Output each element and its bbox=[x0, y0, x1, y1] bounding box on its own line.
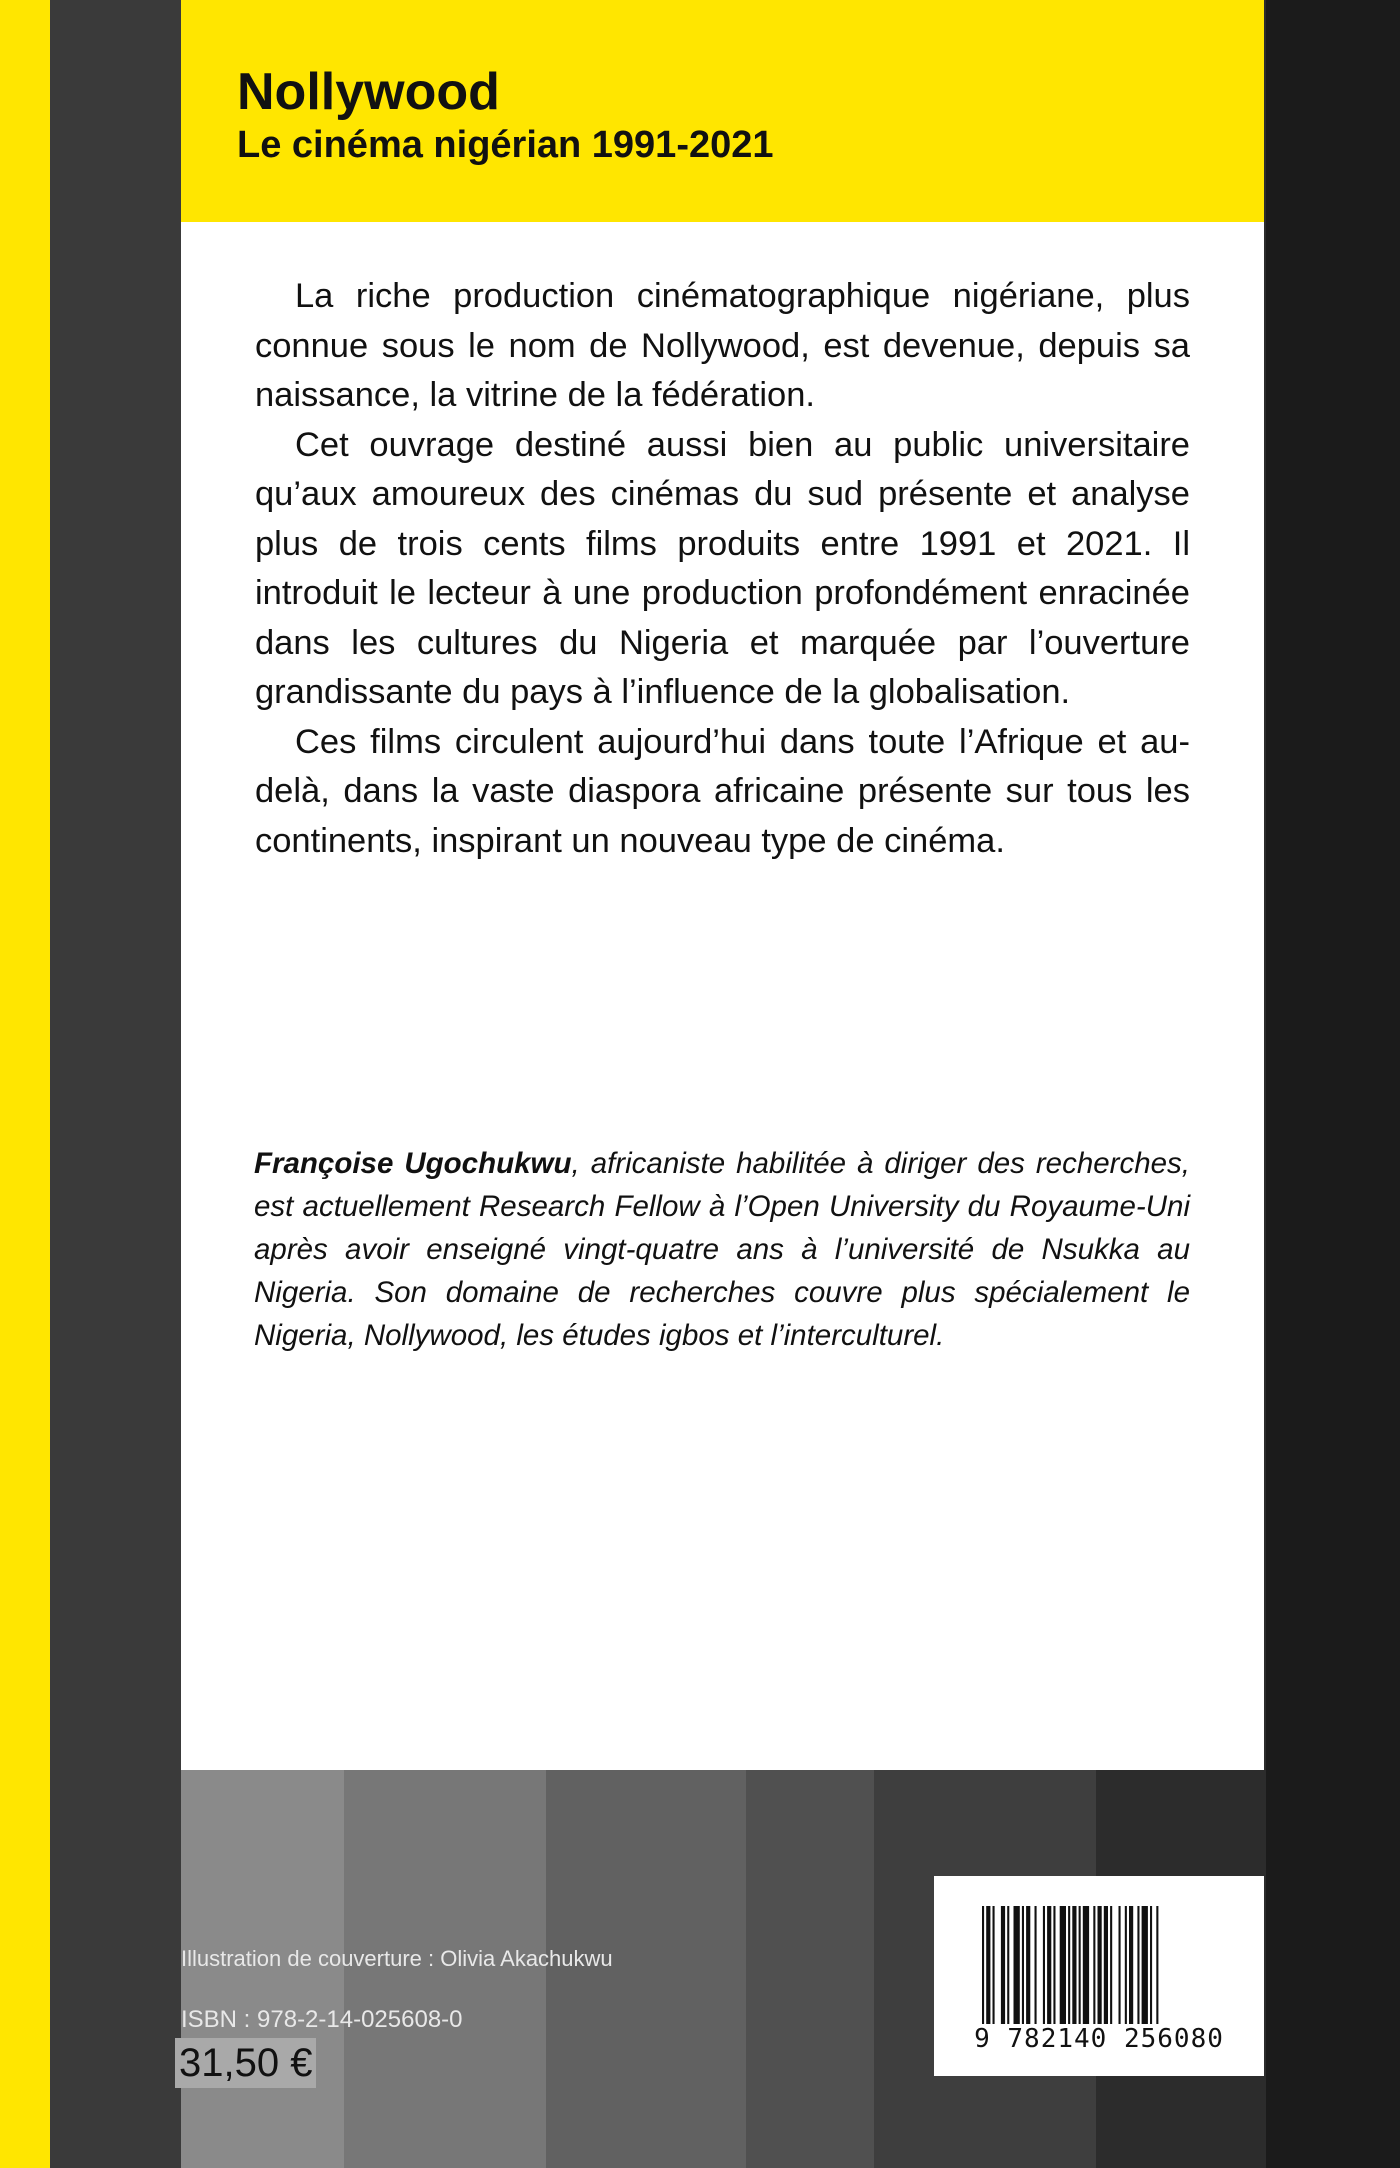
barcode bbox=[934, 1876, 1264, 2076]
yellow-edge-strip bbox=[0, 0, 50, 2168]
description-paragraph: Ces films circulent aujourd’hui dans toute l’Afrique et au-delà, dans la vaste diaspora africaine présente sur tous les continents, inspirant un nouveau type de cinéma. bbox=[255, 722, 1190, 860]
barcode-number: 9 782140 256080 bbox=[974, 2024, 1224, 2054]
description-paragraph: Cet ouvrage destiné aussi bien au public universitaire qu’aux amoureux des cinémas du sud présente et analyse plus de trois cents films produits entre 1991 et 2021. Il introduit le lecteur à une production profondément enracinée dans les cultures du Nigeria et marquée par l’ouverture grandissante du pays à l’influence de la globalisation. bbox=[255, 425, 1190, 711]
author-name: Françoise Ugochukwu bbox=[254, 1147, 572, 1180]
content-panel bbox=[181, 222, 1264, 1770]
description bbox=[255, 272, 1190, 866]
isbn: ISBN : 978-2-14-025608-0 bbox=[181, 2006, 463, 2033]
background-band-1 bbox=[50, 0, 181, 2168]
illustration-credit: Illustration de couverture : Olivia Akachukwu bbox=[181, 1946, 613, 1971]
price: 31,50 € bbox=[175, 2038, 316, 2088]
author-bio bbox=[254, 1142, 1190, 1357]
book-subtitle: Le cinéma nigérian 1991-2021 bbox=[237, 124, 774, 166]
title-header bbox=[181, 0, 1264, 222]
book-title: Nollywood bbox=[237, 63, 500, 121]
description-paragraph: La riche production cinématographique nigériane, plus connue sous le nom de Nollywood, est devenue, depuis sa naissance, la vitrine de la fédération. bbox=[255, 277, 1190, 414]
author-bio-text: , africaniste habilitée à diriger des recherches, est actuellement Research Fellow à l’Open University du Royaume-Uni après avoir enseigné vingt-quatre ans à l’université de Nsukka au Nigeria. Son domaine de recherches couvre plus spécialement le Nigeria, Nollywood, les études igbos et l’interculturel. bbox=[254, 1147, 1190, 1352]
barcode-bars-icon bbox=[982, 1906, 1216, 2024]
background-band-8 bbox=[1266, 0, 1400, 2168]
